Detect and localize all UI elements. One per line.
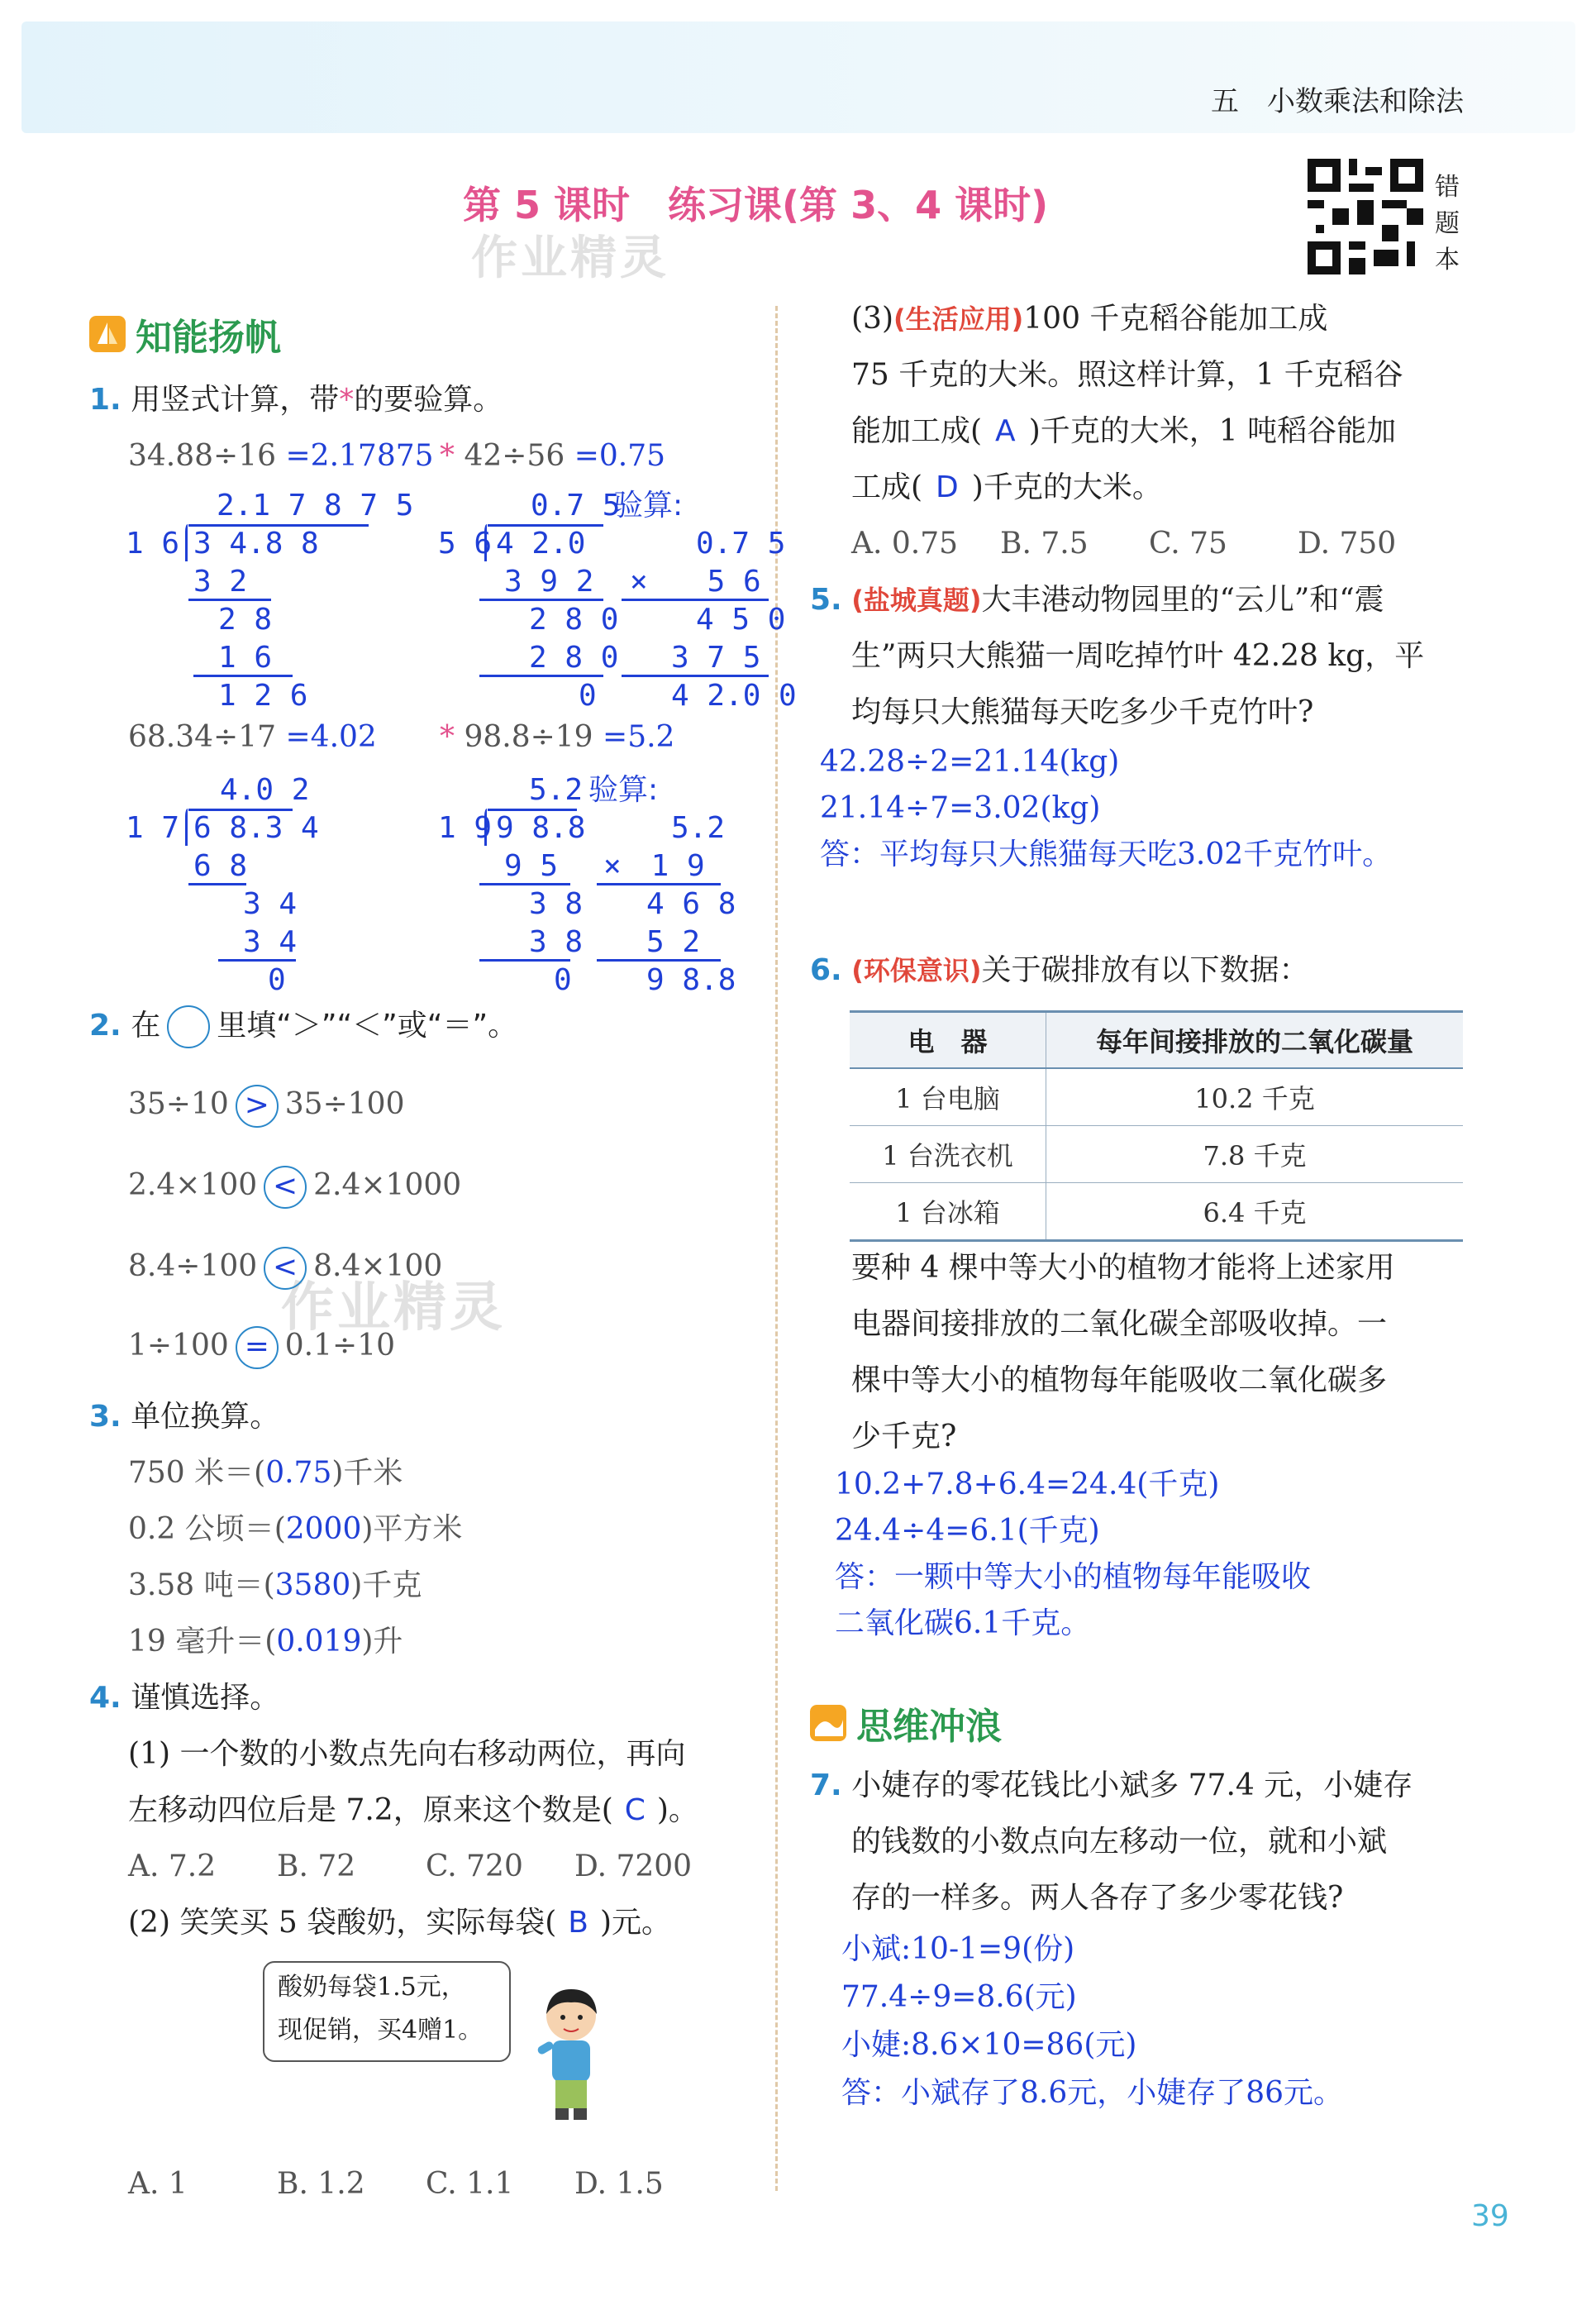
- q3-answer: 2000: [285, 1512, 362, 1546]
- division-line: [188, 599, 271, 601]
- q4-s1-line2: [128, 1792, 698, 1828]
- wave-icon: [810, 1705, 846, 1741]
- boy-illustration-icon: [526, 1984, 617, 2125]
- q4-prompt: [89, 1680, 279, 1716]
- q6-answer-line: 二氧化碳6.1千克。: [835, 1606, 1091, 1640]
- section-basic-label: 知能扬帆: [136, 317, 281, 359]
- q2-item: [128, 1166, 461, 1209]
- q4-s3-answer2: D: [936, 470, 959, 504]
- post: )平方米: [361, 1512, 463, 1546]
- left: 1÷100: [128, 1329, 229, 1363]
- q1-p4-row: 0: [554, 963, 572, 997]
- q1-p4-check-row: 9 8.8: [646, 963, 736, 997]
- text: )元。: [599, 1906, 672, 1940]
- q2-text-after: 里填“＞”“＜”或“＝”。: [217, 1009, 518, 1043]
- q7-line1: [810, 1768, 1413, 1803]
- q4-text: 谨慎选择。: [131, 1681, 280, 1715]
- expr: 98.8÷19: [464, 720, 593, 754]
- division-bracket: [185, 524, 188, 561]
- text: 100 千克稻谷能加工成: [1023, 302, 1328, 336]
- q2-prompt: [89, 1005, 517, 1048]
- option: C. 720: [426, 1849, 523, 1883]
- division-line: [479, 883, 570, 885]
- q2-number: 2.: [89, 1009, 121, 1043]
- q1-p3-expr: [128, 719, 377, 755]
- q1-p1-quotient: 2.1 7 8 7 5: [217, 489, 414, 523]
- section-advanced-label: 思维冲浪: [856, 1706, 1002, 1748]
- text: 大丰港动物园里的“云儿”和“震: [981, 583, 1384, 617]
- q1-p1-row: 1 2 6: [218, 679, 308, 713]
- q1-p2-check-row: 4 5 0: [696, 603, 786, 637]
- q4-s3-line2: 75 千克的大米。照这样计算，1 千克稻谷: [851, 358, 1403, 392]
- q7-answer-line: 答：小斌存了8.6元，小婕存了86元。: [841, 2076, 1344, 2110]
- q1-p4-check-label: 验算:: [588, 773, 659, 807]
- table-header: 电 器: [850, 1012, 1046, 1069]
- q7-answer-line: 小斌:10-1=9(份): [841, 1932, 1075, 1966]
- q1-p2-check-row: 0.7 5: [696, 527, 786, 561]
- q1-p4-divisor: 1 9: [438, 811, 493, 845]
- q1-p3-row: 6 8: [193, 849, 248, 883]
- option: A. 7.2: [128, 1849, 217, 1883]
- q1-p3-row: 3 4: [243, 925, 298, 959]
- text: (3): [851, 302, 893, 336]
- chapter-title: 五 小数乘法和除法: [1211, 85, 1464, 118]
- q4-s3-options: [851, 526, 1396, 561]
- sail-icon: [89, 316, 126, 352]
- section-advanced-heading: [810, 1697, 1002, 1749]
- division-line: [479, 675, 603, 677]
- q1-p1-row: 3 2: [193, 565, 248, 599]
- pre: 19 毫升＝(: [128, 1625, 277, 1659]
- division-bracket: [185, 809, 188, 846]
- q7-number: 7.: [810, 1768, 842, 1802]
- q3-item: [128, 1568, 422, 1603]
- q5-tag: (盐城真题): [851, 585, 982, 616]
- q3-prompt: [89, 1399, 279, 1434]
- speech-bubble: [263, 1961, 511, 2062]
- division-line: [218, 959, 296, 962]
- option: B. 7.5: [1000, 527, 1089, 561]
- table-cell: 1 台电脑: [850, 1068, 1046, 1126]
- q1-text: 用竖式计算，带: [131, 383, 340, 417]
- table-cell: 7.8 千克: [1046, 1126, 1464, 1183]
- q6-line2: 电器间接排放的二氧化碳全部吸收掉。一: [851, 1307, 1388, 1341]
- q1-p2-row: 3 9 2: [504, 565, 594, 599]
- bubble-line: 酸奶每袋1.5元，: [278, 1973, 466, 2002]
- blank-circle-icon: [167, 1005, 210, 1048]
- q1-p4-row: 3 8: [529, 925, 584, 959]
- q3-text: 单位换算。: [131, 1400, 280, 1434]
- multiply-line: [597, 883, 721, 885]
- q1-p2-check-label: 验算:: [613, 489, 684, 523]
- q2-text: 在: [131, 1009, 161, 1043]
- q1-p2-dividend: 4 2.0: [496, 527, 586, 561]
- option: B. 72: [277, 1849, 356, 1883]
- q5-number: 5.: [810, 583, 842, 617]
- multiply-line: [597, 959, 721, 962]
- q1-p4-check-row: 5 2: [646, 925, 701, 959]
- q1-p4-row: 3 8: [529, 887, 584, 921]
- division-line: [188, 883, 246, 885]
- option: C. 75: [1149, 527, 1227, 561]
- q1-p1-row: 2 8: [218, 603, 273, 637]
- q1-p2-row: 2 8 0: [529, 603, 619, 637]
- q4-s3-line3: [851, 413, 1396, 449]
- q2-answer-sign: =: [236, 1326, 279, 1369]
- q3-item: [128, 1455, 403, 1491]
- q2-answer-sign: >: [236, 1085, 279, 1128]
- q1-text2: 的要验算。: [354, 383, 503, 417]
- expr: 42÷56: [464, 439, 565, 473]
- q6-line1: 要种 4 棵中等大小的植物才能将上述家用: [851, 1251, 1395, 1285]
- left: 2.4×100: [128, 1168, 258, 1202]
- star-icon: *: [440, 720, 455, 754]
- q1-p2-expr: [440, 438, 665, 474]
- table-cell: 1 台洗衣机: [850, 1126, 1046, 1183]
- q4-s1-answer: C: [624, 1793, 646, 1827]
- q1-p3-dividend: 6 8.3 4: [193, 811, 319, 845]
- page-number: 39: [1471, 2199, 1509, 2233]
- q3-item: [128, 1624, 403, 1659]
- q1-p4-check-row: 4 6 8: [646, 887, 736, 921]
- q2-item: [128, 1326, 395, 1369]
- q7-line3: 存的一样多。两人各存了多少零花钱?: [851, 1881, 1344, 1915]
- q4-s2-line: [128, 1905, 671, 1940]
- q3-answer: 3580: [274, 1568, 351, 1602]
- q1-p1-answer: =2.17875: [285, 439, 434, 473]
- q4-s3-line1: [851, 301, 1327, 336]
- expr: 34.88÷16: [128, 439, 277, 473]
- pre: 0.2 公顷＝(: [128, 1512, 286, 1546]
- q1-p4-dividend: 9 8.8: [496, 811, 586, 845]
- q7-line2: 的钱数的小数点向左移动一位，就和小斌: [851, 1825, 1388, 1859]
- division-line: [193, 675, 293, 677]
- expr: 68.34÷17: [128, 720, 277, 754]
- table-row: [850, 1126, 1463, 1183]
- table-cell: 1 台冰箱: [850, 1183, 1046, 1241]
- q1-p1-row: 1 6: [218, 641, 273, 675]
- q1-number: 1.: [89, 383, 121, 417]
- text: 关于碳排放有以下数据：: [981, 953, 1309, 987]
- q5-answer-line: 21.14÷7=3.02(kg): [820, 791, 1101, 825]
- left: 8.4÷100: [128, 1249, 258, 1283]
- lesson-title: 第 5 课时 练习课(第 3、4 课时): [463, 183, 1049, 227]
- table-row: [850, 1068, 1463, 1126]
- right: 2.4×1000: [313, 1168, 462, 1202]
- q1-p2-answer: =0.75: [574, 439, 666, 473]
- qr-code-icon[interactable]: [1308, 159, 1423, 274]
- q5-line1: [810, 582, 1384, 618]
- text: )千克的大米。: [971, 470, 1162, 504]
- emission-table: [850, 1010, 1463, 1242]
- q4-s3-answer1: A: [995, 414, 1016, 448]
- q3-number: 3.: [89, 1400, 121, 1434]
- q1-p2-check-row: 3 7 5: [671, 641, 761, 675]
- q3-answer: 0.019: [276, 1625, 362, 1659]
- q7-answer-line: 小婕:8.6×10=86(元): [841, 2028, 1137, 2062]
- right: 35÷100: [284, 1087, 405, 1121]
- table-cell: 10.2 千克: [1046, 1068, 1464, 1126]
- q6-intro: [810, 952, 1308, 988]
- q6-line4: 少千克?: [851, 1420, 957, 1453]
- q6-tag: (环保意识): [851, 955, 982, 986]
- q4-s1-line1: (1) 一个数的小数点先向右移动两位，再向: [128, 1737, 686, 1771]
- post: )千克: [350, 1568, 422, 1602]
- q2-answer-sign: <: [264, 1247, 307, 1290]
- text: )。: [656, 1793, 698, 1827]
- table-header-row: [850, 1012, 1463, 1069]
- q5-line2: 生”两只大熊猫一周吃掉竹叶 42.28 kg，平: [851, 639, 1425, 673]
- q4-number: 4.: [89, 1681, 121, 1715]
- option: C. 1.1: [426, 2167, 514, 2201]
- mistake-book-label: 错题本: [1435, 173, 1460, 274]
- option: D. 750: [1298, 527, 1397, 561]
- q1-prompt: [89, 382, 503, 418]
- star-icon: *: [440, 439, 455, 473]
- q1-p2-divisor: 5 6: [438, 527, 493, 561]
- pre: 3.58 吨＝(: [128, 1568, 275, 1602]
- option: B. 1.2: [277, 2167, 365, 2201]
- q5-line3: 均每只大熊猫每天吃多少千克竹叶?: [851, 695, 1314, 729]
- q4-s3-line4: [851, 470, 1162, 505]
- q5-answer-line: 答：平均每只大熊猫每天吃3.02千克竹叶。: [820, 838, 1393, 871]
- q3-item: [128, 1511, 462, 1547]
- q6-answer-line: 24.4÷4=6.1(千克): [835, 1514, 1100, 1548]
- text: 能加工成(: [851, 414, 983, 448]
- q1-p3-row: 0: [268, 963, 286, 997]
- text: )千克的大米，1 吨稻谷能加: [1028, 414, 1397, 448]
- text: 工成(: [851, 470, 923, 504]
- q1-p4-row: 9 5: [504, 849, 559, 883]
- table-header: 每年间接排放的二氧化碳量: [1046, 1012, 1464, 1069]
- option: A. 0.75: [851, 527, 959, 561]
- q6-line3: 棵中等大小的植物每年能吸收二氧化碳多: [851, 1363, 1388, 1397]
- q1-p1-expr: [128, 438, 434, 474]
- text: (2) 笑笑买 5 袋酸奶，实际每袋(: [128, 1906, 557, 1940]
- text: 小婕存的零花钱比小斌多 77.4 元，小婕存: [851, 1768, 1413, 1802]
- q1-p1-divisor: 1 6: [126, 527, 180, 561]
- q1-p2-row: 2 8 0: [529, 641, 619, 675]
- q3-answer: 0.75: [265, 1456, 332, 1490]
- q4-s2-answer: B: [568, 1906, 588, 1940]
- section-basic-heading: [89, 308, 281, 360]
- column-divider: [775, 306, 778, 2191]
- q2-item: [128, 1247, 442, 1290]
- q4-s3-tag: (生活应用): [893, 303, 1024, 335]
- q2-item: [128, 1085, 404, 1128]
- q1-p3-quotient: 4.0 2: [220, 773, 310, 807]
- option: D. 7200: [574, 1849, 693, 1883]
- pre: 750 米＝(: [128, 1456, 266, 1490]
- right: 8.4×100: [313, 1249, 443, 1283]
- right: 0.1÷10: [284, 1329, 396, 1363]
- bubble-line: 现促销，买4赠1。: [278, 2016, 484, 2045]
- q1-p2-check-row: × 5 6: [630, 565, 761, 599]
- q1-p4-answer: =5.2: [603, 720, 675, 754]
- q2-answer-sign: <: [264, 1166, 307, 1209]
- q4-s1-options: [128, 1849, 692, 1884]
- q1-p3-answer: =4.02: [285, 720, 377, 754]
- q1-p4-check-row: 5.2: [671, 811, 726, 845]
- q6-answer-line: 10.2+7.8+6.4=24.4(千克): [835, 1468, 1220, 1501]
- q1-p3-divisor: 1 7: [126, 811, 180, 845]
- division-line: [479, 959, 570, 962]
- table-cell: 6.4 千克: [1046, 1183, 1464, 1241]
- q1-p2-check-row: 4 2.0 0: [671, 679, 797, 713]
- q1-p4-expr: [440, 719, 674, 755]
- q1-p3-row: 3 4: [243, 887, 298, 921]
- division-line: [479, 599, 603, 601]
- left: 35÷10: [128, 1087, 229, 1121]
- post: )千米: [331, 1456, 403, 1490]
- q6-number: 6.: [810, 953, 842, 987]
- q1-p2-row: 0: [579, 679, 597, 713]
- multiply-line: [622, 675, 769, 677]
- q6-answer-line: 答：一颗中等大小的植物每年能吸收: [835, 1560, 1312, 1594]
- post: )升: [361, 1625, 403, 1659]
- q1-p2-quotient: 0.7 5: [531, 489, 621, 523]
- watermark-middle: 作业精灵: [281, 1277, 506, 1339]
- q7-answer-line: 77.4÷9=8.6(元): [841, 1980, 1077, 2014]
- multiply-line: [622, 599, 769, 601]
- q5-answer-line: 42.28÷2=21.14(kg): [820, 745, 1120, 779]
- q1-p1-dividend: 3 4.8 8: [193, 527, 319, 561]
- q1-p4-check-row: × 1 9: [603, 849, 705, 883]
- option: D. 1.5: [574, 2167, 664, 2201]
- table-row: [850, 1183, 1463, 1241]
- star-icon: *: [339, 383, 355, 417]
- watermark-top: 作业精灵: [471, 231, 669, 285]
- option: A. 1: [128, 2167, 188, 2201]
- q4-s2-options: [128, 2166, 664, 2202]
- q1-p4-quotient: 5.2: [529, 773, 584, 807]
- text: 左移动四位后是 7.2，原来这个数是(: [128, 1793, 613, 1827]
